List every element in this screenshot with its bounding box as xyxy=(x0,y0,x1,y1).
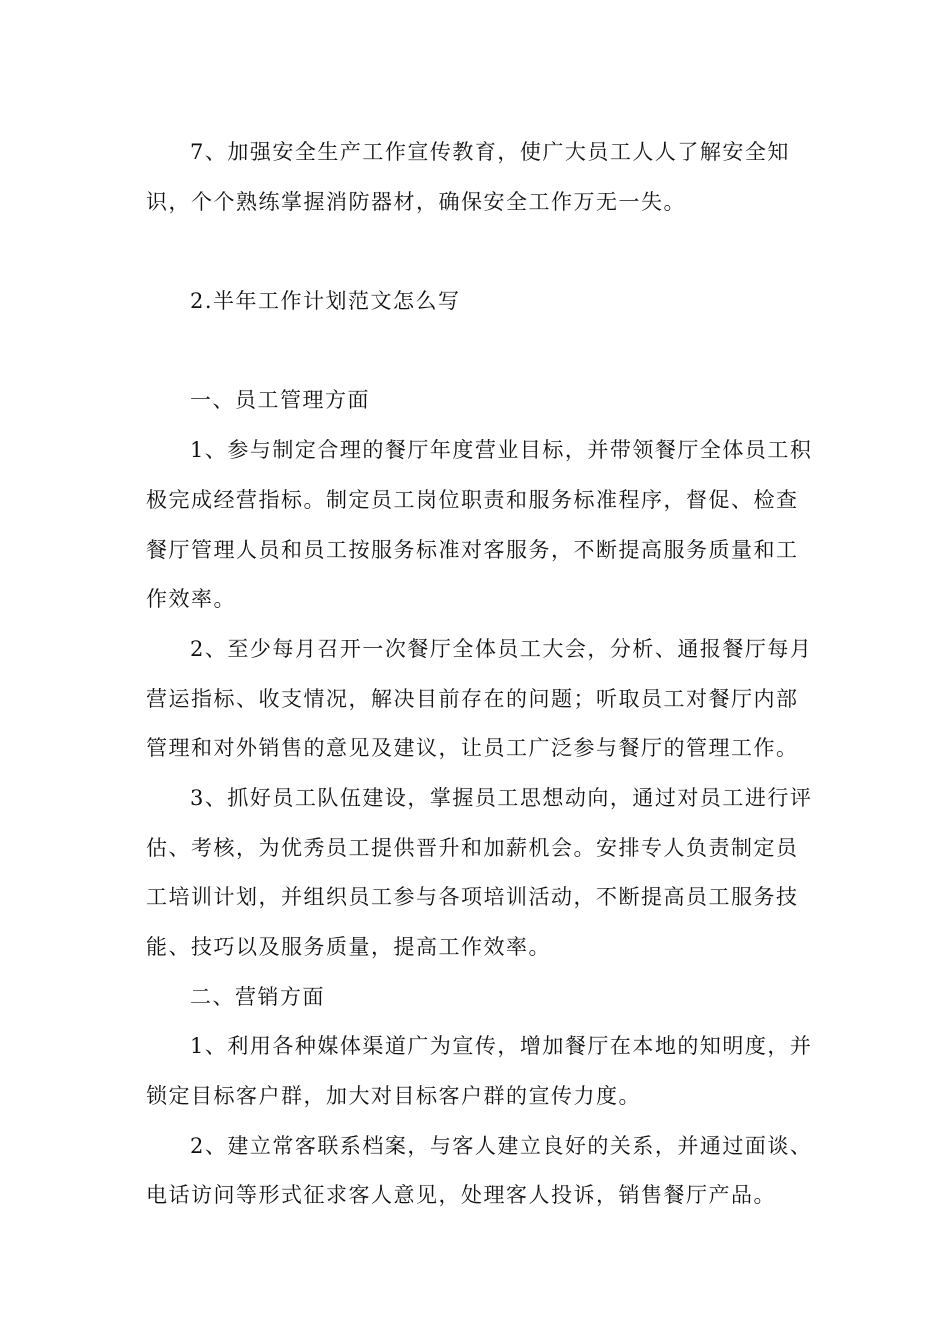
paragraph-line: 极完成经营指标。制定员工岗位职责和服务标准程序，督促、检查 xyxy=(146,488,799,512)
paragraph-line: 1、利用各种媒体渠道广为宣传，增加餐厅在本地的知明度，并 xyxy=(190,1034,813,1058)
paragraph-line: 锁定目标客户群，加大对目标客户群的宣传力度。 xyxy=(146,1084,641,1108)
paragraph-line: 管理和对外销售的意见及建议，让员工广泛参与餐厅的管理工作。 xyxy=(146,736,799,760)
paragraph-line: 餐厅管理人员和员工按服务标准对客服务，不断提高服务质量和工 xyxy=(146,538,799,562)
section-heading: 二、营销方面 xyxy=(190,985,325,1009)
section-heading: 2.半年工作计划范文怎么写 xyxy=(190,289,461,313)
paragraph-line: 能、技巧以及服务质量，提高工作效率。 xyxy=(146,935,551,959)
paragraph-line: 2、建立常客联系档案，与客人建立良好的关系，并通过面谈、 xyxy=(190,1134,813,1158)
paragraph-line: 电话访问等形式征求客人意见，处理客人投诉，销售餐厅产品。 xyxy=(146,1183,776,1207)
paragraph-line: 识，个个熟练掌握消防器材，确保安全工作万无一失。 xyxy=(146,190,686,214)
paragraph-line: 作效率。 xyxy=(146,587,236,611)
paragraph-line: 工培训计划，并组织员工参与各项培训活动，不断提高员工服务技 xyxy=(146,885,799,909)
section-heading: 一、员工管理方面 xyxy=(190,388,370,412)
paragraph-line: 7、加强安全生产工作宣传教育，使广大员工人人了解安全知 xyxy=(190,140,790,164)
paragraph-line: 营运指标、收支情况，解决目前存在的问题；听取员工对餐厅内部 xyxy=(146,687,799,711)
paragraph-line: 3、抓好员工队伍建设，掌握员工思想动向，通过对员工进行评 xyxy=(190,786,813,810)
paragraph-line: 1、参与制定合理的餐厅年度营业目标，并带领餐厅全体员工积 xyxy=(190,438,813,462)
paragraph-line: 估、考核，为优秀员工提供晋升和加薪机会。安排专人负责制定员 xyxy=(146,836,799,860)
paragraph-line: 2、至少每月召开一次餐厅全体员工大会，分析、通报餐厅每月 xyxy=(190,637,813,661)
